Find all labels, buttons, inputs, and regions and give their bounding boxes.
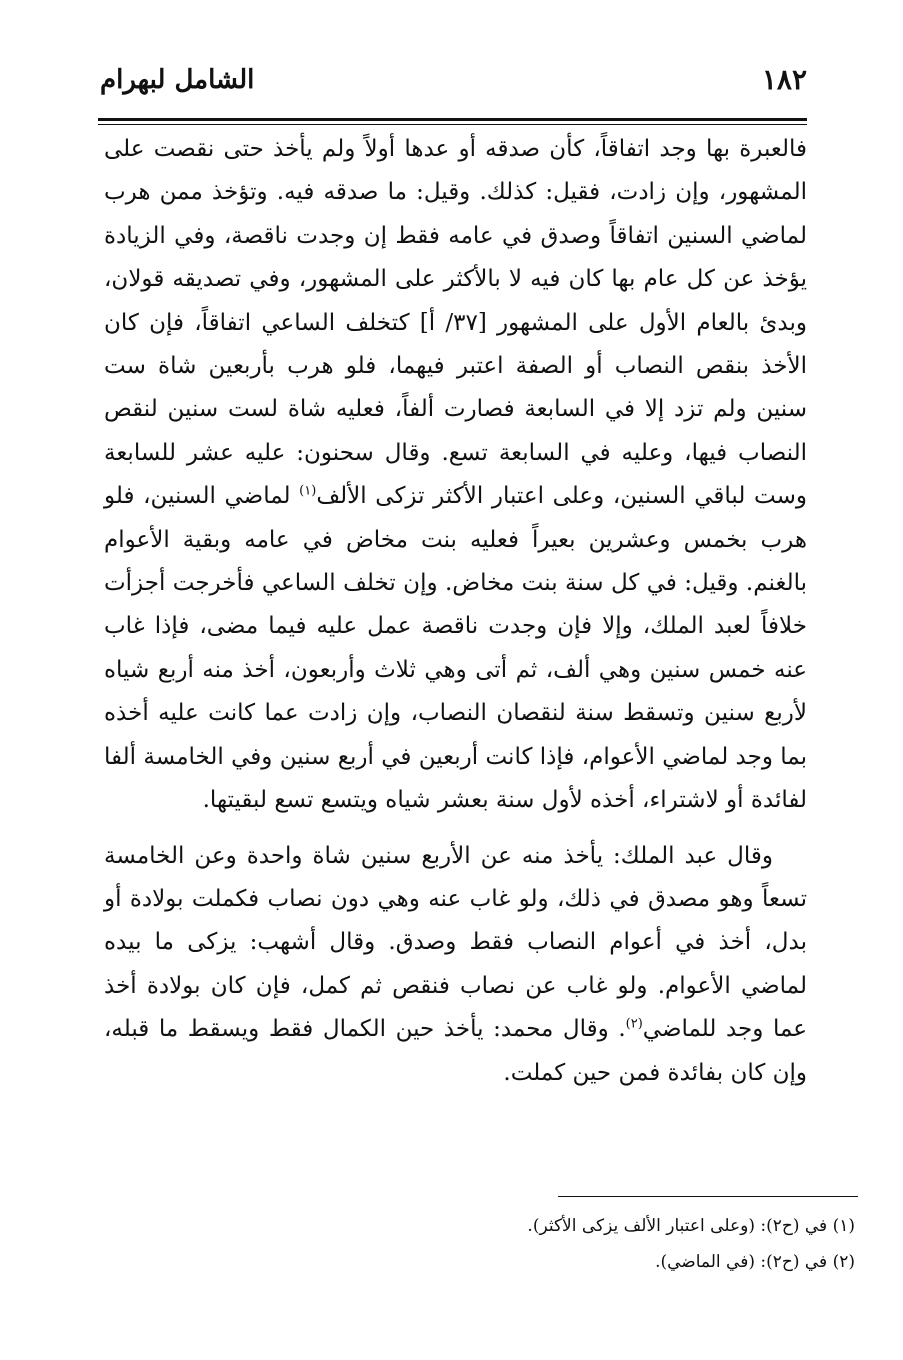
paragraph-text: وقال عبد الملك: يأخذ منه عن الأربع سنين شاة واحدة وعن الخامسة تسعاً وهو مصدق في ذلك، ولو غاب عنه وهي دون نصاب فكملت بولادة أو بدل، أخذ في أعوام النصاب فقط وصدق. وقال أشهب: يزكى ما بيده لماضي الأعوام. ولو غاب عن نصاب فنقص ثم كمل، فإن كان بولادة أخذ عما وجد للماضي [104, 842, 807, 1043]
footnote-2: (٢) في (ح٢): (في الماضي). [655, 1252, 855, 1272]
paragraph [104, 835, 807, 1095]
footnotes [104, 1208, 855, 1280]
paragraph-text: فالعبرة بها وجد اتفاقاً، كأن صدقه أو عدها أولاً ولم يأخذ حتى نقصت على المشهور، وإن زادت، فقيل: كذلك. وقيل: ما صدقه فيه. وتؤخذ ممن هرب لماضي السنين اتفاقاً وصدق في عامه فقط إن وجدت ناقصة، وفي الزيادة يؤخذ عن كل عام بها كان فيه لا بالأكثر على المشهور، وفي تصديقه قولان، وبدئ بالعام الأول على المشهور [٣٧/ أ] كتخلف الساعي اتفاقاً، فإن كان الأخذ بنقص النصاب أو الصفة اعتبر فيهما، فلو هرب بأربعين شاة ست سنين ولم تزد إلا في السابعة فصارت ألفاً، فعليه شاة لست سنين لنقص النصاب فيها، وعليه في السابعة تسع. وقال سحنون: عليه عشر للسابعة وست لباقي السنين، وعلى اعتبار الأكثر تزكى الألف [104, 136, 807, 510]
footnote-ref-1: (١) [299, 483, 317, 499]
paragraph-text: . وقال محمد: يأخذ حين الكمال فقط ويسقط ما قبله، وإن كان بفائدة فمن حين كملت. [104, 1016, 807, 1086]
page-number: ١٨٢ [761, 63, 807, 96]
header-rule [98, 118, 807, 121]
paragraph-text: لماضي السنين، فلو هرب بخمس وعشرين بعيراً فعليه بنت مخاض في عامه وبقية الأعوام بالغنم. وقيل: في كل سنة بنت مخاض. وإن تخلف الساعي فأخرجت أجزأت خلافاً لعبد الملك، وإلا فإن وجدت ناقصة عمل عليه فيما مضى، فإذا غاب عنه خمس سنين وهي ألف، ثم أتى وهي ثلاث وأربعون، أخذ منه أربع شياه لأربع سنين وتسقط سنة لنقصان النصاب، وإن زادت عما كانت عليه أخذه بما وجد لماضي الأعوام، فإذا كانت أربعين في أربع سنين وفي الخامسة ألفا لفائدة أو لاشتراء، أخذه لأول سنة بعشر شياه ويتسع تسع لبقيتها. [104, 483, 807, 814]
paragraph [104, 128, 807, 823]
footnote-rule [558, 1196, 858, 1197]
footnote-1: (١) في (ح٢): (وعلى اعتبار الألف يزكى الأكثر). [527, 1216, 855, 1236]
running-title: الشامل لبهرام [100, 65, 255, 95]
main-text [104, 128, 807, 1095]
footnote-ref-2: (٢) [625, 1016, 643, 1032]
page-header [100, 60, 807, 110]
header-rule-thin [98, 124, 807, 125]
